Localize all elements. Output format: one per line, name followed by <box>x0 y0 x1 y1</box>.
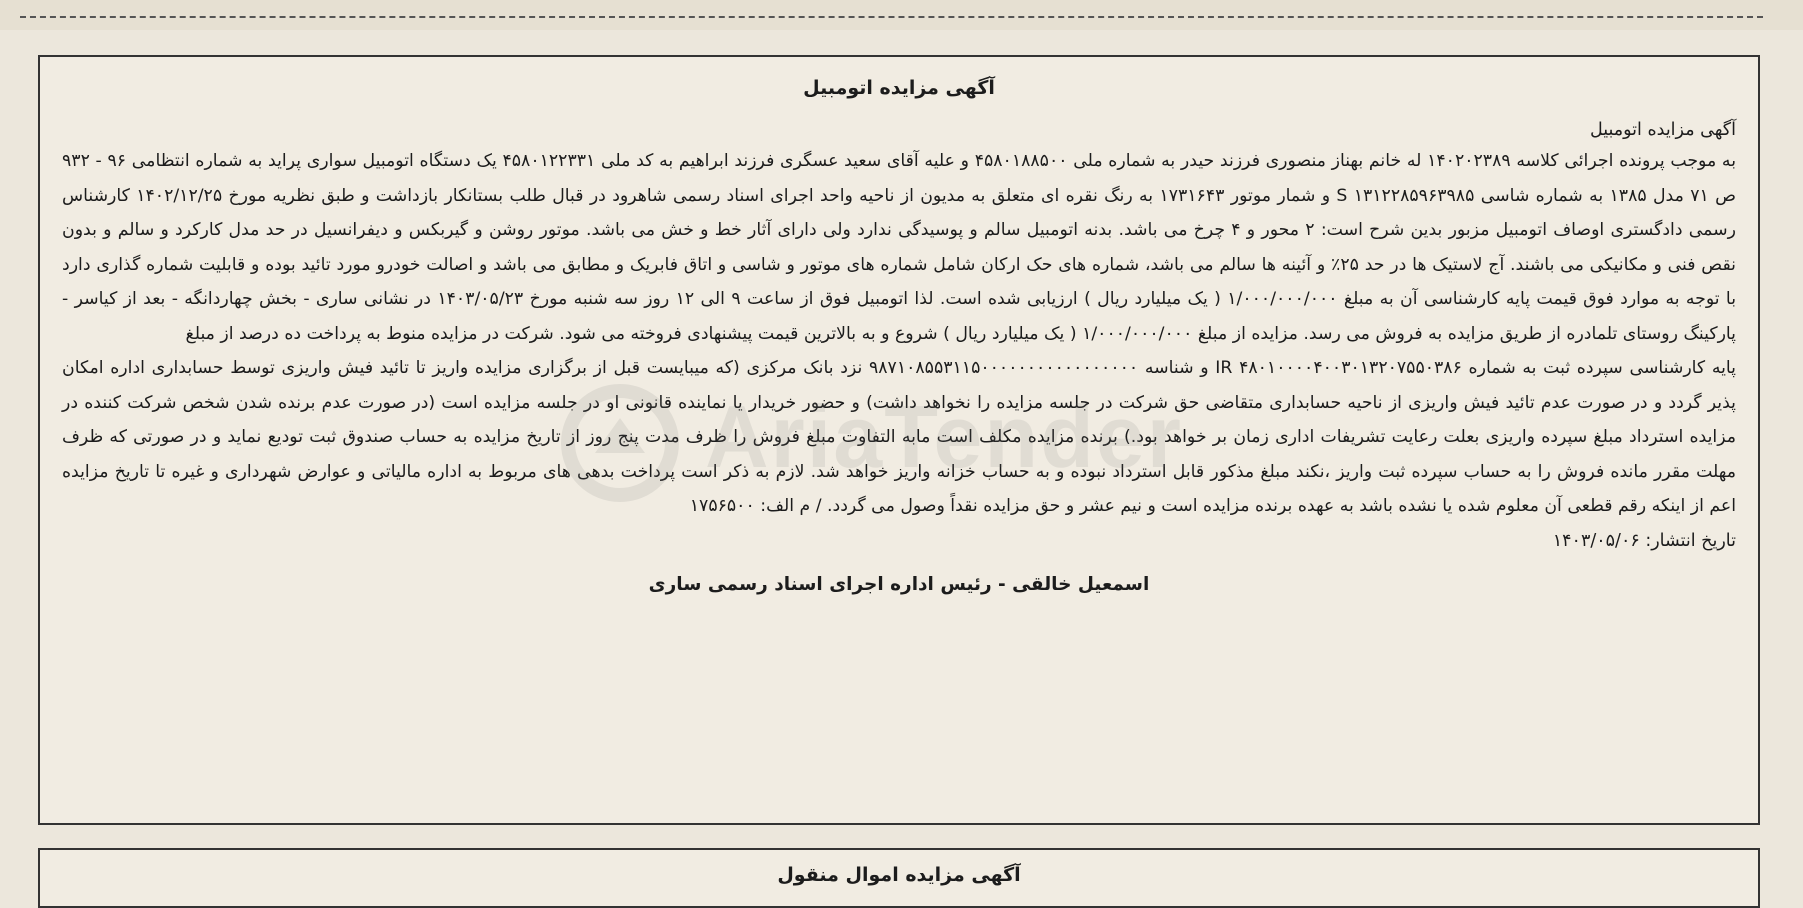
cut-line-divider <box>20 16 1763 18</box>
notice-subtitle: آگهی مزایده اتومبیل <box>1589 120 1736 140</box>
notice-body <box>62 144 1736 524</box>
notice-paragraph-1: به موجب پرونده اجرائی کلاسه ۱۴۰۲۰۲۳۸۹ له خانم بهناز منصوری فرزند حیدر به شماره ملی ۴۵۸۰۱۸۸۵۰۰ و علیه آقای سعید عسگری فرزند ابراهیم به کد ملی ۴۵۸۰۱۲۲۳۳۱ یک دستگاه اتومبیل سواری پراید به شماره انتظامی ۹۶ - ۹۳۲ ص ۷۱ مدل ۱۳۸۵ به شماره شاسی S ۱۳۱۲۲۸۵۹۶۳۹۸۵ و شمار موتور ۱۷۳۱۶۴۳ به رنگ نقره ای متعلق به مدیون از ناحیه واحد اجرای اسناد رسمی شاهرود در قبال طلب بستانکار بازداشت و طبق نظریه مورخ ۱۴۰۲/۱۲/۲۵ کارشناس رسمی دادگستری اوصاف اتومبیل مزبور بدین شرح است: ۲ محور و ۴ چرخ می باشد. بدنه اتومبیل سالم و پوسیدگی ندارد ولی دارای آثار خط و خش می باشد. موتور روشن و گیربکس و دیفرانسیل در حد مدل کارکرد و سالم و بدون نقص فنی و مکانیکی می باشند. آج لاستیک ها در حد ۲۵٪ و آئینه ها سالم می باشد، شماره های حک ارکان شامل شماره های موتور و شاسی و اتاق فابریک و مطابق می باشد و اصالت خودرو مورد تائید بوده و قابلیت شماره گذاری دارد با توجه به موارد فوق قیمت پایه کارشناسی آن به مبلغ ۱/۰۰۰/۰۰۰/۰۰۰ ( یک میلیارد ریال ) ارزیابی شده است. لذا اتومبیل فوق از ساعت ۹ الی ۱۲ روز سه شنبه مورخ ۱۴۰۳/۰۵/۲۳ در نشانی ساری - بخش چهاردانگه - بعد از کیاسر - پارکینگ روستای تلمادره از طریق مزایده به فروش می رسد. مزایده از مبلغ ۱/۰۰۰/۰۰۰/۰۰۰ ( یک میلیارد ریال ) شروع و به بالاترین قیمت پیشنهادی فروخته می شود. شرکت در مزایده منوط به پرداخت ده درصد از مبلغ <box>62 151 1737 344</box>
next-notice <box>38 848 1760 908</box>
auction-notice <box>38 55 1760 825</box>
notice-title: آگهی مزایده اتومبیل <box>803 77 995 99</box>
next-notice-title: آگهی مزایده اموال منقول <box>777 864 1021 886</box>
notice-paragraph-2: پایه کارشناسی سپرده ثبت به شماره IR ۴۸۰۱۰۰۰۰۴۰۰۳۰۱۳۲۰۷۵۵۰۳۸۶ و شناسه ۹۸۷۱۰۸۵۵۳۱۱۵۰۰۰۰۰۰۰۰۰۰۰۰۰۰۰۰۰ نزد بانک مرکزی (که میبایست قبل از برگزاری مزایده واریز تا تائید فیش واریزی توسط حسابداری اداره امکان پذیر گردد و در صورت عدم تائید فیش واریزی از ناحیه حسابداری متقاضی حق شرکت در جلسه مزایده را نخواهد داشت) و حضور خریدار یا نماینده قانونی او در جلسه مزایده است (در صورت عدم برنده شدن شخص شرکت کننده در مزایده استرداد مبلغ سپرده واریزی بعلت رعایت تشریفات اداری زمان بر خواهد بود.) برنده مزایده مکلف است مابه التفاوت مبلغ فروش را ظرف مدت پنج روز از تاریخ مزایده به حساب صندوق ثبت توديع نماید و در صورتی که ظرف مهلت مقرر مانده فروش را به حساب سپرده ثبت واریز ،نکند مبلغ مذکور قابل استرداد نبوده و به حساب خزانه واریز خواهد شد. لازم به ذکر است پرداخت بدهی های مربوط به اداره مالیاتی و عوارض شهرداری و غیره تا تاریخ مزایده اعم از اینکه رقم قطعی آن معلوم شده یا نشده باشد به عهده برنده مزایده است و نیم عشر و حق مزایده نقداً وصول می گردد. / م الف: ۱۷۵۶۵۰۰ <box>62 358 1736 516</box>
notice-signature: اسمعیل خالقی - رئیس اداره اجرای اسناد رسمی ساری <box>648 573 1150 595</box>
publish-date: تاریخ انتشار: ۱۴۰۳/۰۵/۰۶ <box>1552 530 1736 551</box>
previous-notice-strip <box>0 0 1803 30</box>
